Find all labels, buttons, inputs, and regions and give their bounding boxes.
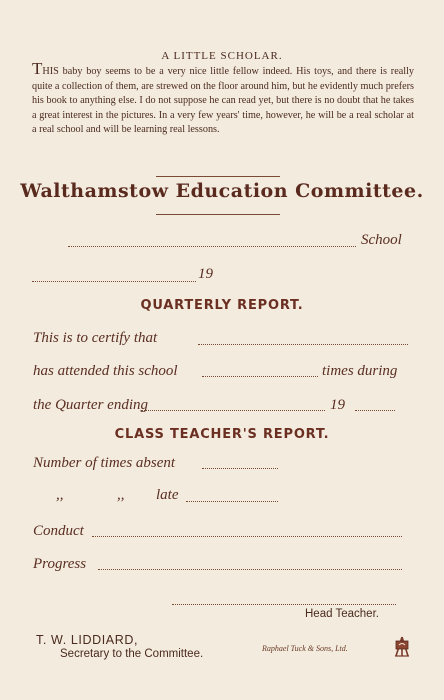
- story-dropcap: T: [32, 59, 43, 78]
- title-rule-bottom: [156, 214, 280, 215]
- quarter-year-label: 19: [330, 397, 345, 413]
- conduct-field[interactable]: [92, 536, 402, 537]
- pupil-name-field[interactable]: [198, 344, 408, 345]
- publisher-imprint: Raphael Tuck & Sons, Ltd.: [262, 644, 348, 653]
- head-teacher-label: Head Teacher.: [305, 608, 379, 620]
- conduct-label: Conduct: [33, 523, 84, 539]
- title-rule-top: [156, 176, 280, 177]
- ditto-mark-1: ,,: [56, 487, 64, 503]
- ditto-mark-2: ,,: [117, 487, 125, 503]
- quarter-year-field[interactable]: [355, 410, 395, 411]
- date-field[interactable]: [32, 281, 196, 282]
- late-label: late: [156, 487, 179, 503]
- times-late-field[interactable]: [186, 501, 278, 502]
- story-title: A LITTLE SCHOLAR.: [161, 50, 283, 62]
- certify-label: This is to certify that: [33, 330, 158, 346]
- story-paragraph: [32, 59, 414, 138]
- quarter-ending-label: the Quarter ending: [33, 397, 148, 413]
- school-label: School: [361, 232, 402, 248]
- times-attended-field[interactable]: [202, 376, 318, 377]
- quarterly-report-heading: QUARTERLY REPORT.: [140, 298, 304, 313]
- publisher-easel-logo-icon: [392, 636, 412, 658]
- times-absent-field[interactable]: [202, 468, 278, 469]
- progress-field[interactable]: [98, 569, 402, 570]
- times-during-label: times during: [322, 363, 398, 379]
- progress-label: Progress: [33, 556, 87, 572]
- secretary-role: Secretary to the Committee.: [60, 648, 204, 660]
- year-label: 19: [198, 266, 213, 282]
- secretary-name: T. W. LIDDIARD,: [36, 633, 139, 647]
- committee-title: Walthamstow Education Committee.: [20, 180, 424, 202]
- head-teacher-signature-field[interactable]: [172, 604, 396, 605]
- school-name-field[interactable]: [68, 246, 356, 247]
- story-text: HIS baby boy seems to be a very nice little fellow indeed. His toys, and there is really quite a collection of them, are strewed on the floor around him, but he evidently much prefers his book to anything else. I do not suppose he can read yet, but there is no doubt that he takes a great interest in the pictures. In a very few years' time, however, he will be a real scholar at a real school and will be learning real lessons.: [32, 66, 414, 135]
- class-teacher-report-heading: CLASS TEACHER'S REPORT.: [114, 427, 330, 442]
- quarter-ending-field[interactable]: [141, 410, 325, 411]
- attended-label: has attended this school: [33, 363, 178, 379]
- absent-label: Number of times absent: [33, 455, 176, 471]
